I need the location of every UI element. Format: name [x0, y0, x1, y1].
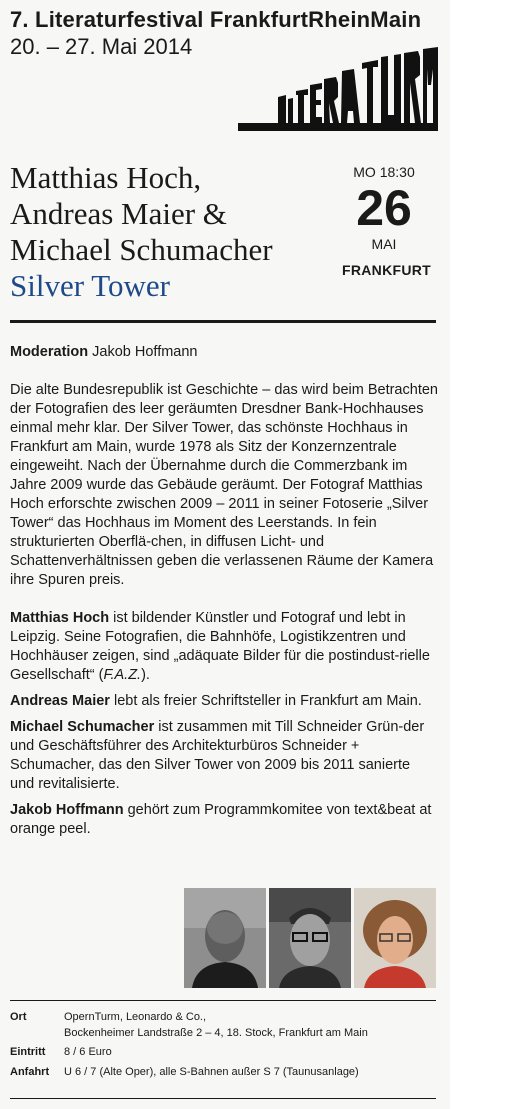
- intro-paragraph: Die alte Bundesrepublik ist Geschichte – das wird beim Betrachten der Fotografien des leer geräumten Dresdner Bank-Hochhauses einmal mehr klar. Der Silver Tower, das schönste Hochhaus in Frankfurt am Main, wurde 1978 als Sitz der Konzernzentrale eingeweiht. Nach der Übernahme durch die Commerzbank im Jahre 2009 wurde das Gebäude geräumt. Der Fotograf Matthias Hoch erforschte zwischen 2009 – 2011 in seiner Fotoserie „Silver Tower“ das Hochhaus im Moment des Leerstands. In fein strukturierten Oberflä-chen, in diffusen Licht- und Schattenverhältnissen geben die verlassenen Räume der Kamera ihre Spuren preis.: [10, 382, 438, 588]
- info-row-anfahrt: [10, 1065, 438, 1081]
- info-divider-bottom: [10, 1098, 436, 1099]
- portrait-photo-1: [184, 888, 266, 988]
- info-value: 8 / 6 Euro: [64, 1046, 112, 1058]
- venue-line-2: Bockenheimer Landstraße 2 – 4, 18. Stock, Frankfurt am Main: [64, 1026, 368, 1039]
- bio-text: lebt als freier Schriftsteller in Frankfurt am Main.: [109, 693, 422, 709]
- event-headline: [10, 160, 330, 304]
- event-day-number: 26: [356, 180, 412, 236]
- authors-line-1: Matthias Hoch,: [10, 160, 202, 195]
- moderation-label: Moderation: [10, 344, 89, 360]
- bio-michael-schumacher: [10, 718, 438, 794]
- bio-jakob-hoffmann: [10, 801, 438, 839]
- bio-matthias-hoch: [10, 609, 438, 685]
- bio-source: F.A.Z.: [103, 667, 142, 683]
- event-title: Silver Tower: [10, 268, 170, 303]
- bio-text: gehört zum Programmkomitee von text&beat at orange peel.: [10, 802, 432, 837]
- festival-title: 7. Literaturfestival FrankfurtRheinMain: [10, 7, 422, 32]
- event-info: [10, 1010, 438, 1084]
- bio-name: Matthias Hoch: [10, 610, 110, 626]
- portrait-photo-2: [269, 888, 351, 988]
- event-description: [10, 343, 438, 846]
- moderation-line: [10, 343, 438, 362]
- event-month: MAI: [371, 236, 397, 252]
- bio-text: ist bildender Künstler und Fotograf und lebt in Leipzig. Seine Fotografien, die Bahnhöfe, Logistikzentren und Hochhäuser zeigen, sind „adäquate Bilder für die postindust-rielle Gesellschaft“ (: [10, 610, 430, 683]
- info-divider-top: [10, 1000, 436, 1001]
- info-label: Anfahrt: [10, 1065, 50, 1078]
- info-label: Eintritt: [10, 1046, 46, 1058]
- bio-name: Andreas Maier: [10, 693, 110, 709]
- info-value: [64, 1010, 438, 1041]
- event-date-block: [342, 163, 432, 279]
- bio-name: Michael Schumacher: [10, 719, 155, 735]
- venue-line-1: OpernTurm, Leonardo & Co.,: [64, 1011, 207, 1023]
- info-value: U 6 / 7 (Alte Oper), alle S-Bahnen außer S 7 (Taunusanlage): [64, 1065, 359, 1078]
- literaturm-logo: [238, 45, 438, 140]
- portrait-photos: [184, 888, 436, 988]
- portrait-photo-3: [354, 888, 436, 988]
- festival-dates: 20. – 27. Mai 2014: [10, 34, 193, 59]
- bio-text: ist zusammen mit Till Schneider Grün-der und Geschäftsführer des Architekturbüros Schneider + Schumacher, das den Silver Tower von 2009 bis 2011 sanierte und revitalisierte.: [10, 719, 425, 792]
- bio-name: Jakob Hoffmann: [10, 802, 124, 818]
- moderator-name: Jakob Hoffmann: [88, 344, 198, 360]
- info-row-eintritt: [10, 1045, 438, 1061]
- authors-line-3: Michael Schumacher: [10, 232, 273, 267]
- bio-andreas-maier: [10, 692, 438, 711]
- authors-line-2: Andreas Maier &: [10, 196, 227, 231]
- event-city: FRANKFURT: [342, 262, 432, 278]
- event-day-time: MO 18:30: [353, 164, 415, 180]
- info-row-ort: [10, 1010, 438, 1041]
- header-divider: [10, 320, 436, 323]
- bio-text-end: ).: [141, 667, 150, 683]
- info-label: Ort: [10, 1011, 27, 1023]
